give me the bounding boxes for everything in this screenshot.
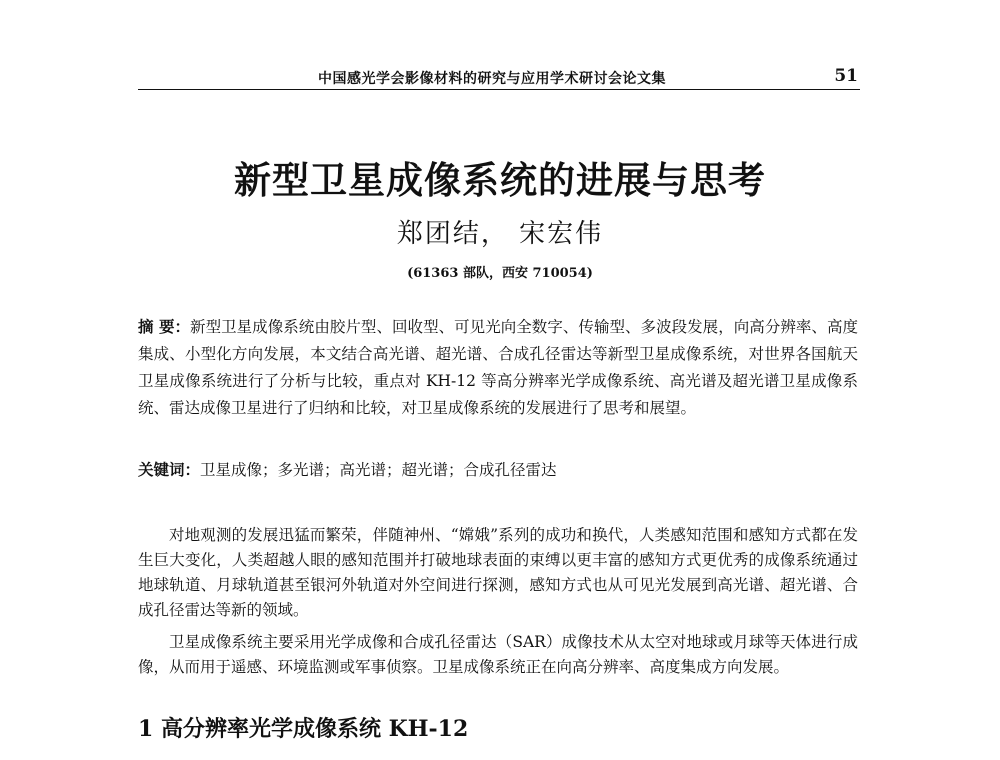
abstract-label: 摘 要： xyxy=(138,317,191,336)
keywords-text: 卫星成像；多光谱；高光谱；超光谱；合成孔径雷达 xyxy=(200,461,557,479)
paper-affiliation: (61363 部队，西安 710054) xyxy=(407,266,593,281)
abstract-text: 新型卫星成像系统由胶片型、回收型、可见光向全数字、传输型、多波段发展，向高分辨率、高度集成、小型化方向发展，本文结合高光谱、超光谱、合成孔径雷达等新型卫星成像系统，对世界各国航天卫星成像系统进行了分析与比较，重点对 KH-12 等高分辨率光学成像系统、高光谱及超光谱卫星成像系统、雷达成像卫星进行了归纳和比较，对卫星成像系统的发展进行了思考和展望。 xyxy=(138,318,858,417)
header-rule xyxy=(138,89,860,90)
body-paragraph-1: 对地观测的发展迅猛而繁荣，伴随神州、“嫦娥”系列的成功和换代，人类感知范围和感知方式都在发生巨大变化，人类超越人眼的感知范围并打破地球表面的束缚以更丰富的感知方式更优秀的成像系统通过地球轨道、月球轨道甚至银河外轨道对外空间进行探测，感知方式也从可见光发展到高光谱、超光谱、合成孔径雷达等新的领域。 xyxy=(138,526,858,619)
body-paragraph-2: 卫星成像系统主要采用光学成像和合成孔径雷达（SAR）成像技术从太空对地球或月球等天体进行成像，从而用于遥感、环境监测或军事侦察。卫星成像系统正在向高分辨率、高度集成方向发展。 xyxy=(138,633,858,676)
keywords-label: 关键词： xyxy=(138,460,201,479)
paper-title: 新型卫星成像系统的进展与思考 xyxy=(234,158,766,202)
abstract xyxy=(138,313,858,422)
page-number: 51 xyxy=(834,66,858,86)
page-header xyxy=(138,62,860,92)
section-heading: 1 高分辨率光学成像系统 KH-12 xyxy=(138,716,469,742)
keywords xyxy=(138,456,858,484)
paper-authors: 郑团结， 宋宏伟 xyxy=(396,219,604,249)
running-title: 中国感光学会影像材料的研究与应用学术研讨会论文集 xyxy=(318,71,666,87)
